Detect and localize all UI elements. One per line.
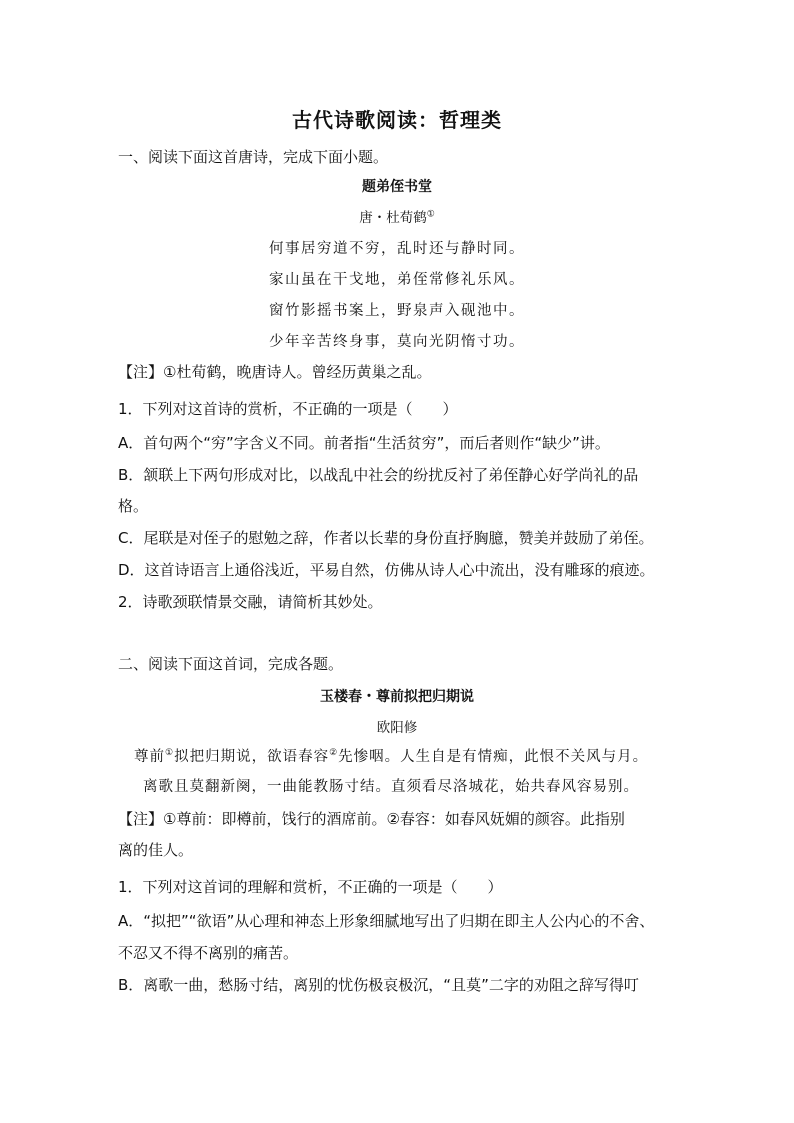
ci-note-mark: ②: [329, 748, 339, 759]
option-b-cont: 格。: [118, 497, 149, 515]
ci-line: 离歌且莫翻新阕，一曲能教肠寸结。直须看尽洛城花，始共春风容易别。: [143, 779, 639, 795]
ci-text: 先惨咽。人生自是有情痴，此恨不关风与月。: [338, 749, 649, 765]
question-1: 1．下列对这首词的理解和赏析，不正确的一项是（ ）: [118, 878, 503, 896]
poem-author-name: 唐・杜荀鹤: [359, 210, 427, 226]
ci-note: 【注】①尊前：即樽前，饯行的酒席前。②春容：如春风妩媚的颜容。此指别: [118, 810, 625, 828]
option-b: B．颔联上下两句形成对比，以战乱中社会的纷扰反衬了弟侄静心好学尚礼的品: [118, 466, 639, 484]
section2-heading: 二、阅读下面这首词，完成各题。: [118, 655, 344, 673]
question-1: 1．下列对这首诗的赏析，不正确的一项是（ ）: [118, 400, 458, 418]
ci-note-cont: 离的佳人。: [118, 841, 194, 859]
poem-author: [0, 206, 794, 226]
poem-note: 【注】①杜荀鹤，晚唐诗人。曾经历黄巢之乱。: [118, 363, 432, 381]
option-a-cont: 不忍又不得不离别的痛苦。: [118, 944, 299, 962]
ci-author: 欧阳修: [376, 720, 418, 736]
section1-heading: 一、阅读下面这首唐诗，完成下面小题。: [118, 148, 389, 166]
ci-text: 尊前: [134, 749, 165, 765]
ci-title: 玉楼春・尊前拟把归期说: [320, 689, 474, 705]
ci-line: [134, 745, 648, 766]
option-a: A．首句两个“穷”字含义不同。前者指“生活贫穷”，而后者则作“缺少”讲。: [118, 434, 610, 452]
poem-line: 少年辛苦终身事，莫向光阴惰寸功。: [269, 334, 525, 350]
question-2: 2．诗歌颈联情景交融，请简析其妙处。: [118, 593, 383, 611]
poem-title: 题弟侄书堂: [362, 179, 432, 195]
option-c: C．尾联是对侄子的慰勉之辞，作者以长辈的身份直抒胸臆，赞美并鼓励了弟侄。: [118, 529, 654, 547]
author-note-mark: ①: [426, 209, 435, 220]
ci-note-mark: ①: [165, 748, 175, 759]
ci-text: 拟把归期说，欲语春容: [174, 749, 330, 765]
option-a: A．“拟把”“欲语”从心理和神态上形象细腻地写出了归期在即主人公内心的不舍、: [118, 912, 655, 930]
poem-line: 家山虽在干戈地，弟侄常修礼乐风。: [269, 272, 525, 288]
poem-line: 窗竹影摇书案上，野泉声入砚池中。: [269, 303, 525, 319]
option-b: B．离歌一曲，愁肠寸结，离别的忧伤极哀极沉，“且莫”二字的劝阻之辞写得叮: [118, 976, 639, 994]
page-title: 古代诗歌阅读：哲理类: [292, 108, 502, 132]
option-d: D．这首诗语言上通俗浅近，平易自然，仿佛从诗人心中流出，没有雕琢的痕迹。: [118, 561, 655, 579]
poem-line: 何事居穷道不穷，乱时还与静时同。: [269, 241, 525, 257]
